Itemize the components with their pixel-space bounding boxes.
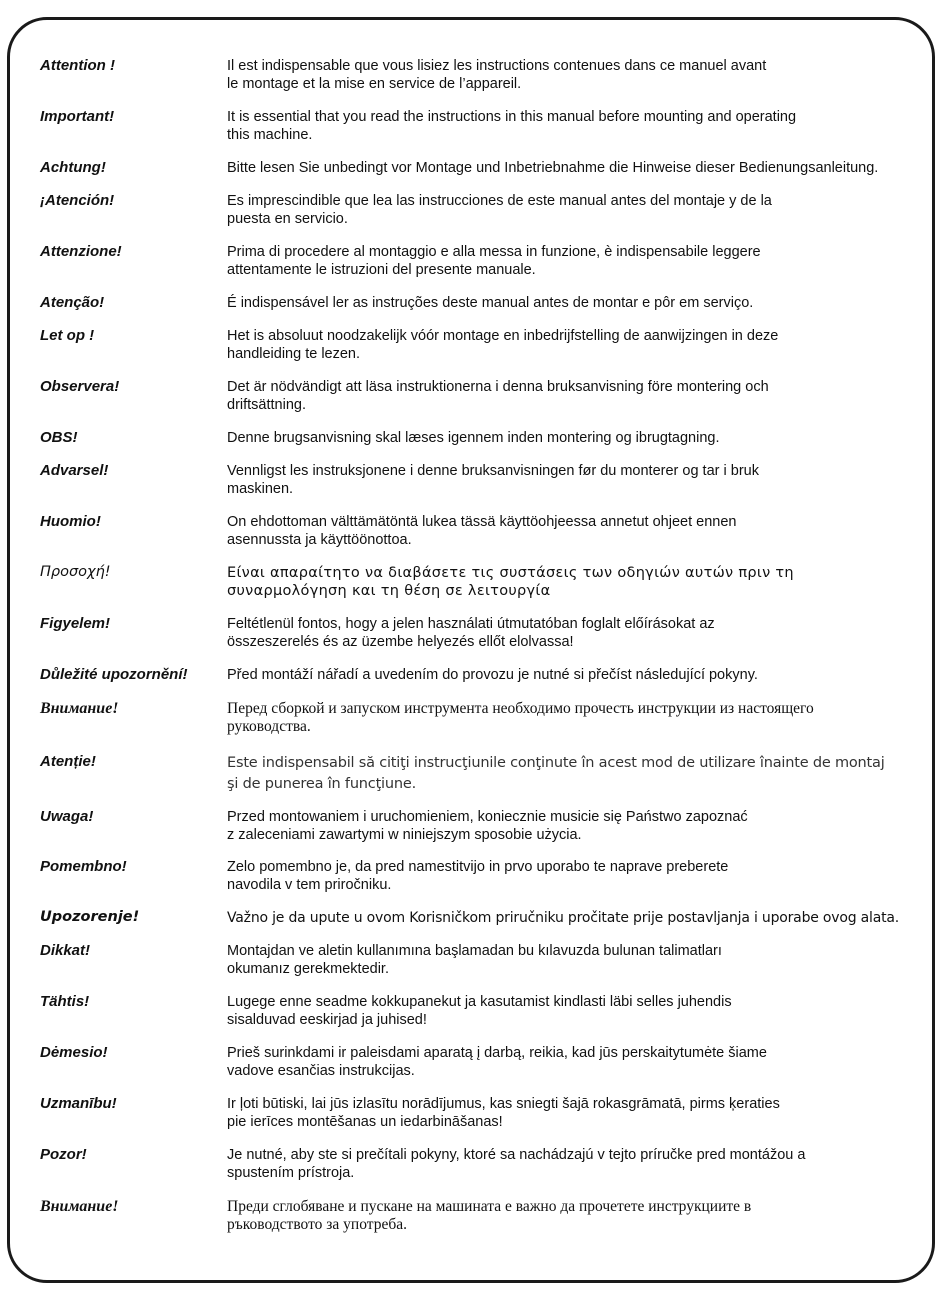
entry-label: Tähtis!	[40, 993, 90, 1010]
entry-label: Důležité upozornění!	[40, 666, 188, 683]
entry-label: Attenzione!	[40, 243, 122, 260]
entry-text: Před montáží nářadí a uvedením do provozu je nutné si přečíst následující pokyny.	[227, 667, 758, 683]
entry-label: Observera!	[40, 378, 120, 395]
entry-text: Det är nödvändigt att läsa instruktionerna i denna bruksanvisning före montering och driftsättning.	[227, 379, 769, 413]
entry-label: Внимание!	[40, 700, 119, 717]
entry-label: Uzmanību!	[40, 1095, 117, 1112]
entry-label: Dėmesio!	[40, 1044, 108, 1061]
entry-text: Este indispensabil să citiţi instrucţiunile conţinute în acest mod de utilizare înainte de montaj şi de punerea în funcţiune.	[227, 755, 885, 792]
entry-text: É indispensável ler as instruções deste manual antes de montar e pôr em serviço.	[227, 295, 754, 311]
entry-text: Il est indispensable que vous lisiez les instructions contenues dans ce manuel avant le montage et la mise en service de l’appareil.	[227, 58, 767, 92]
entry-label: OBS!	[40, 429, 78, 446]
entry-label: Attention !	[40, 57, 115, 74]
entry-label: Προσοχή!	[40, 564, 111, 580]
entry-label: Important!	[40, 108, 115, 125]
entry-text: Montajdan ve aletin kullanımına başlamadan bu kılavuzda bulunan talimatları okumanız gerekmektedir.	[227, 943, 722, 977]
entry-label: Atenção!	[40, 294, 105, 311]
entry-label: Uwaga!	[40, 808, 94, 825]
entry-label: Let op !	[40, 327, 95, 344]
entry-text: Es imprescindible que lea las instrucciones de este manual antes del montaje y de la puesta en servicio.	[227, 193, 772, 227]
entry-text: Važno je da upute u ovom Korisničkom priručniku pročitate prije postavljanja i uporabe ovog alata.	[227, 910, 900, 926]
entry-text: Перед сборкой и запуском инструмента необходимо прочесть инструкции из настоящего руководства.	[227, 700, 814, 735]
entry-text: Przed montowaniem i uruchomieniem, koniecznie musicie się Państwo zapoznać z zaleceniami zawartymi w niniejszym sposobie użycia.	[227, 809, 748, 843]
entry-label: Figyelem!	[40, 615, 111, 632]
entry-label: Pomembno!	[40, 858, 127, 875]
entry-text: Prieš surinkdami ir paleisdami aparatą į darbą, reikia, kad jūs perskaitytumėte šiame vadove esančias instrukcijas.	[227, 1045, 767, 1079]
entry-text: Het is absoluut noodzakelijk vóór montage en inbedrijfstelling de aanwijzingen in deze handleiding te lezen.	[227, 328, 779, 362]
entry-text: Zelo pomembno je, da pred namestitvijo in prvo uporabo te naprave preberete navodila v tem priročniku.	[227, 859, 729, 893]
entry-text: Lugege enne seadme kokkupanekut ja kasutamist kindlasti läbi selles juhendis sisalduvad eeskirjad ja juhised!	[227, 994, 732, 1028]
entry-label: Dikkat!	[40, 942, 91, 959]
entry-text: Prima di procedere al montaggio e alla messa in funzione, è indispensabile leggere attentamente le istruzioni del presente manuale.	[227, 244, 761, 278]
entry-text: Denne brugsanvisning skal læses igennem inden montering og ibrugtagning.	[227, 430, 720, 446]
entry-label: Huomio!	[40, 513, 101, 530]
entry-label: Upozorenje!	[40, 909, 140, 925]
entry-label: Advarsel!	[40, 462, 109, 479]
entry-label: Atenție!	[40, 753, 96, 770]
entry-text: On ehdottoman välttämätöntä lukea tässä käyttöohjeessa annetut ohjeet ennen asennussta ja käyttöönottoa.	[227, 514, 737, 548]
entry-text: Преди сглобяване и пускане на машината е важно да прочетете инструкциите в ръководството за употреба.	[227, 1198, 752, 1233]
entry-text: Je nutné, aby ste si prečítali pokyny, ktoré sa nachádzajú v tejto príručke pred montážou a spustením prístroja.	[227, 1147, 806, 1181]
entry-text: Vennligst les instruksjonene i denne bruksanvisningen før du monterer og tar i bruk maskinen.	[227, 463, 759, 497]
entry-label: ¡Atención!	[40, 192, 115, 209]
entry-text: It is essential that you read the instructions in this manual before mounting and operating this machine.	[227, 109, 797, 143]
entry-label: Achtung!	[40, 159, 106, 176]
entry-text: Είναι απαραίτητο να διαβάσετε τις συστάσεις των οδηγιών αυτών πριν τη συναρμολόγηση και τη θέση σε λειτουργία	[227, 565, 794, 599]
entry-label: Внимание!	[40, 1198, 119, 1215]
entry-text: Ir ļoti būtiski, lai jūs izlasītu norādījumus, kas sniegti šajā rokasgrāmatā, pirms ķeraties pie ierīces montēšanas un iedarbināšanas!	[227, 1096, 780, 1130]
entry-text: Bitte lesen Sie unbedingt vor Montage und Inbetriebnahme die Hinweise dieser Bedienungsanleitung.	[227, 160, 879, 176]
entry-label: Pozor!	[40, 1146, 87, 1163]
entry-text: Feltétlenül fontos, hogy a jelen használati útmutatóban foglalt előírásokat az összeszerelés és az üzembe helyezés ellőt elolvassa!	[227, 616, 715, 650]
